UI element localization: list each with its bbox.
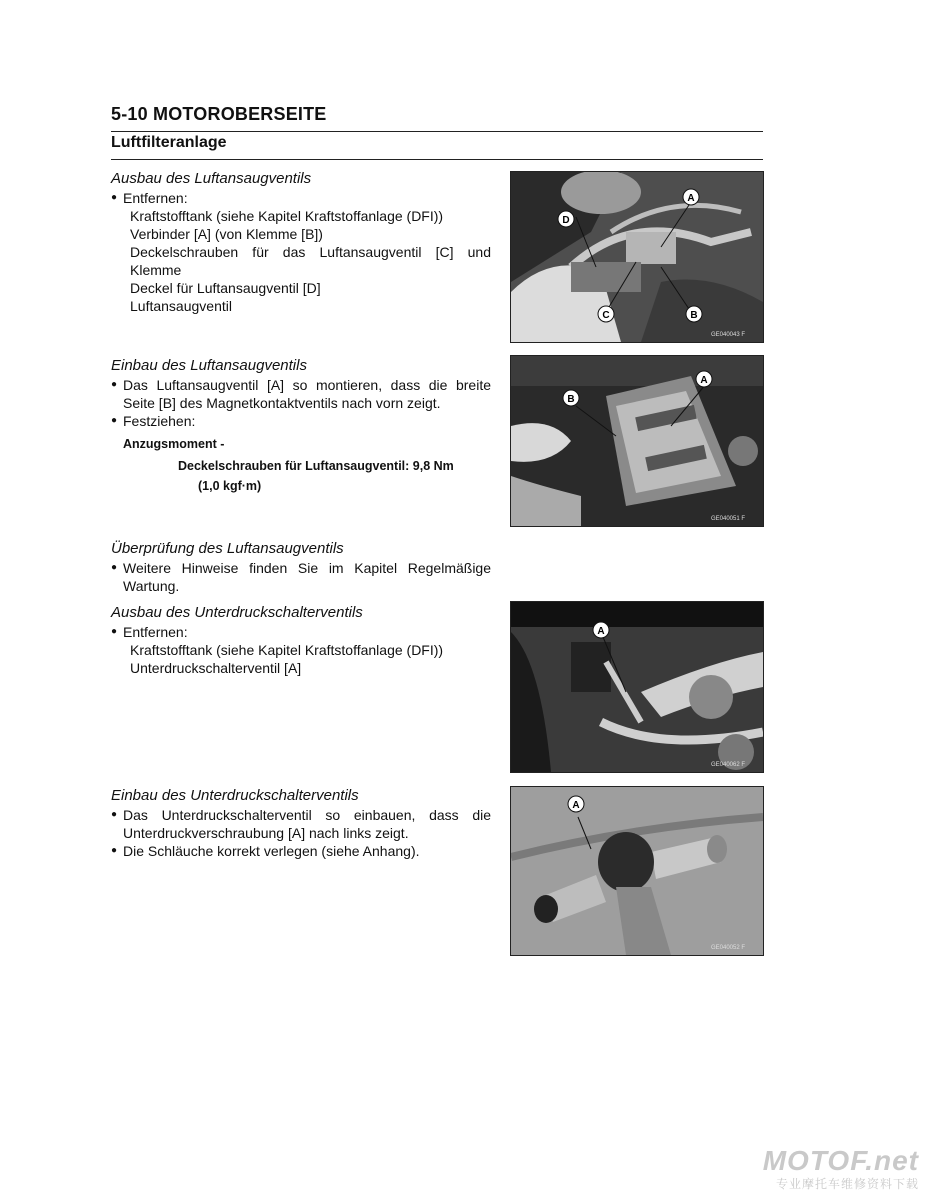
figure-code: GE040043 F [711, 332, 746, 338]
section-title: Luftfilteranlage [111, 134, 227, 151]
callout-label: D [562, 215, 570, 226]
figure-air-valve-removal [510, 171, 764, 343]
list-item: Kraftstofftank (siehe Kapitel Kraftstoffanlage (DFI)) [130, 208, 444, 224]
bullet-item: ● Entfernen: [111, 623, 491, 641]
logo-subtext: 专业摩托车维修资料下载 [775, 1177, 919, 1191]
callout-label: B [567, 394, 575, 405]
list-item: Verbinder [A] (von Klemme [B]) [130, 226, 323, 242]
torque-spec-alt: (1,0 kgf·m) [198, 479, 262, 493]
figure-code: GE040051 F [711, 516, 746, 522]
list-item: Kraftstofftank (siehe Kapitel Kraftstoffanlage (DFI)) [130, 642, 444, 658]
figure-code: GE040052 F [711, 945, 746, 951]
photo-valve-cover [511, 356, 763, 526]
callout-label: A [700, 375, 708, 386]
bullet-item: ● Festziehen: [111, 412, 491, 430]
figure-air-valve-install [510, 355, 764, 527]
callout-label: C [602, 310, 610, 321]
section-vacuum-valve-install [111, 787, 491, 860]
bullet-item: ● Die Schläuche korrekt verlegen (siehe Anhang). [111, 842, 491, 860]
section-vacuum-valve-removal [111, 604, 491, 677]
section-heading: Überprüfung des Luftansaugventils [111, 540, 344, 557]
section-heading: Einbau des Luftansaugventils [111, 357, 307, 374]
bullet-item: ● Das Luftansaugventil [A] so montieren, dass die breite Seite [B] des Magnetkontaktventils nach vorn zeigt. [111, 376, 491, 412]
section-rule [111, 159, 763, 160]
bullet-item: ● Das Unterdruckschalterventil so einbauen, dass die Unterdruckverschraubung [A] nach links zeigt. [111, 806, 491, 842]
list-item: Unterdruckschalterventil [A] [130, 660, 302, 676]
list-item: Deckelschrauben für das Luftansaugventil [C] und Klemme [130, 244, 491, 278]
title-rule [111, 131, 763, 132]
watermark-logo [763, 1147, 919, 1192]
callout-label: A [597, 626, 605, 637]
photo-engine-top [511, 172, 763, 342]
section-heading: Ausbau des Luftansaugventils [111, 170, 312, 187]
photo-vacuum-switch [511, 787, 763, 955]
section-air-valve-removal [111, 170, 491, 315]
photo-vacuum-valve [511, 602, 763, 772]
section-air-valve-inspection [111, 540, 491, 595]
figure-code: GE040062 F [711, 762, 746, 768]
logo-text: MOTOF.net [762, 1145, 919, 1176]
section-air-valve-install [111, 357, 491, 495]
section-heading: Einbau des Unterdruckschalterventils [111, 787, 359, 804]
bullet-item: ● Entfernen: [111, 189, 491, 207]
callout-label: A [572, 800, 580, 811]
callout-label: A [687, 193, 695, 204]
callout-label: B [690, 310, 698, 321]
page-title: 5-10 MOTOROBERSEITE [111, 104, 327, 124]
torque-label: Anzugsmoment - [123, 437, 225, 451]
figure-vacuum-valve-install [510, 786, 764, 956]
list-item: Luftansaugventil [130, 298, 232, 314]
figure-vacuum-valve-removal [510, 601, 764, 773]
bullet-item: ● Weitere Hinweise finden Sie im Kapitel Regelmäßige Wartung. [111, 559, 491, 595]
list-item: Deckel für Luftansaugventil [D] [130, 280, 321, 296]
torque-spec: Deckelschrauben für Luftansaugventil: 9,8 Nm [178, 459, 454, 473]
section-heading: Ausbau des Unterdruckschalterventils [111, 604, 363, 621]
